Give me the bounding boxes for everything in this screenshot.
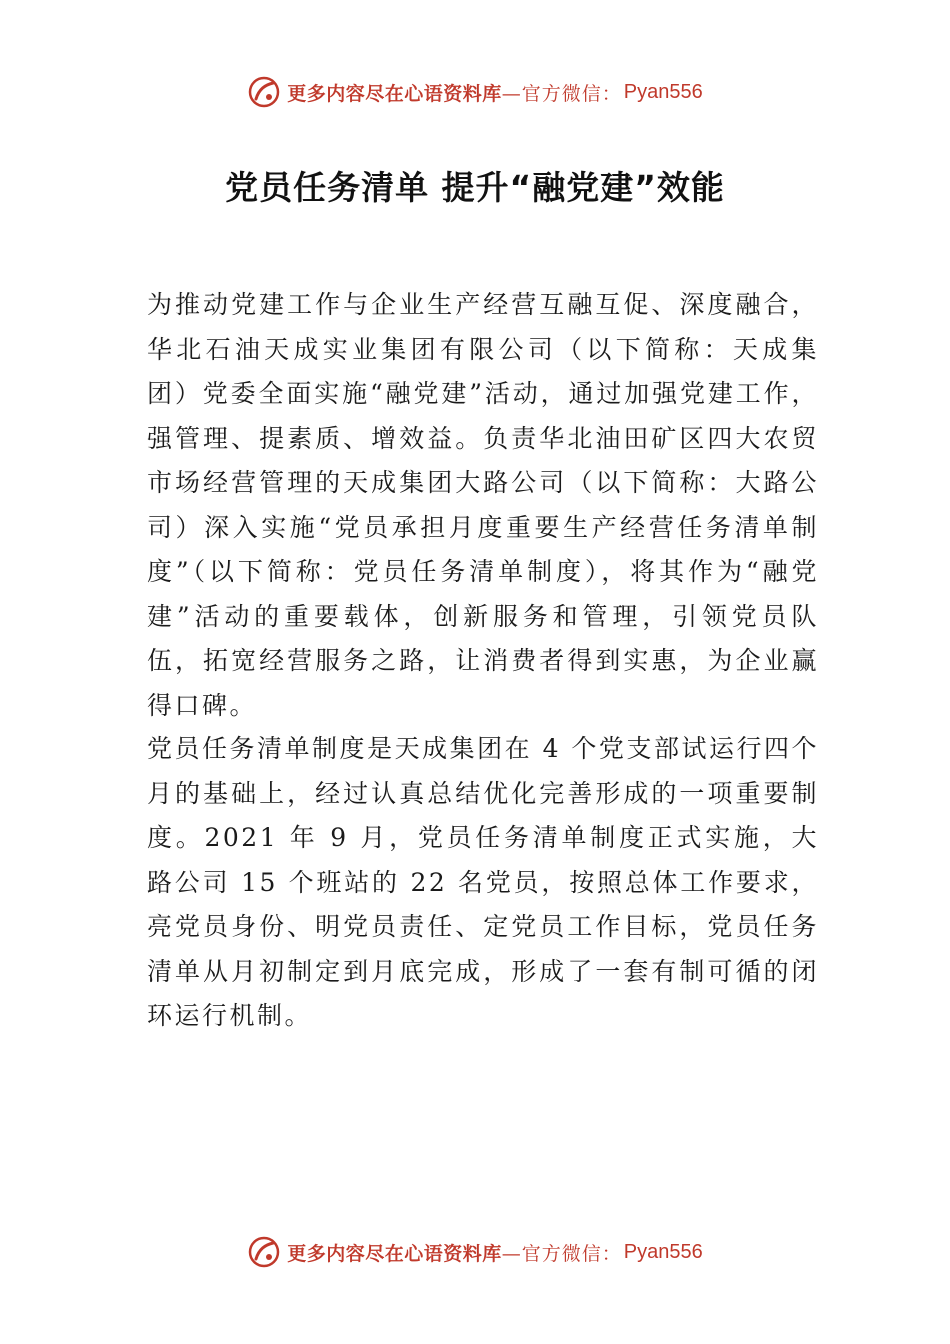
header-contact-id: Pyan556: [623, 80, 703, 103]
paragraph-1: 为推动党建工作与企业生产经营互融互促、深度融合，华北石油天成实业集团有限公司（以下简称：天成集团）党委全面实施“融党建”活动，通过加强党建工作，强管理、提素质、增效益。负责华北油田矿区四大农贸市场经营管理的天成集团大路公司（以下简称：大路公司）深入实施“党员承担月度重要生产经营任务清单制度”（以下简称：党员任务清单制度），将其作为“融党建”活动的重要载体，创新服务和管理，引领党员队伍，拓宽经营服务之路，让消费者得到实惠，为企业赢得口碑。: [147, 290, 819, 720]
footer-contact-id: Pyan556: [623, 1240, 703, 1263]
brand-logo-icon: [247, 1235, 281, 1269]
brand-logo-icon: [247, 75, 281, 109]
header-brand-text: 更多内容尽在心语资料库: [287, 82, 502, 105]
footer-watermark: [0, 1232, 950, 1272]
document-title: 党员任务清单 提升“融党建”效能: [225, 168, 725, 207]
footer-brand-text: 更多内容尽在心语资料库: [287, 1242, 502, 1265]
footer-contact-label: —官方微信：: [501, 1242, 622, 1265]
header-watermark: [0, 72, 950, 112]
header-contact-label: —官方微信：: [501, 82, 622, 105]
paragraph-2: 党员任务清单制度是天成集团在 4 个党支部试运行四个月的基础上，经过认真总结优化完善形成的一项重要制度。2021 年 9 月，党员任务清单制度正式实施，大路公司 15 个班站的 22 名党员，按照总体工作要求，亮党员身份、明党员责任、定党员工作目标，党员任务清单从月初制定到月底完成，形成了一套有制可循的闭环运行机制。: [147, 734, 819, 1030]
